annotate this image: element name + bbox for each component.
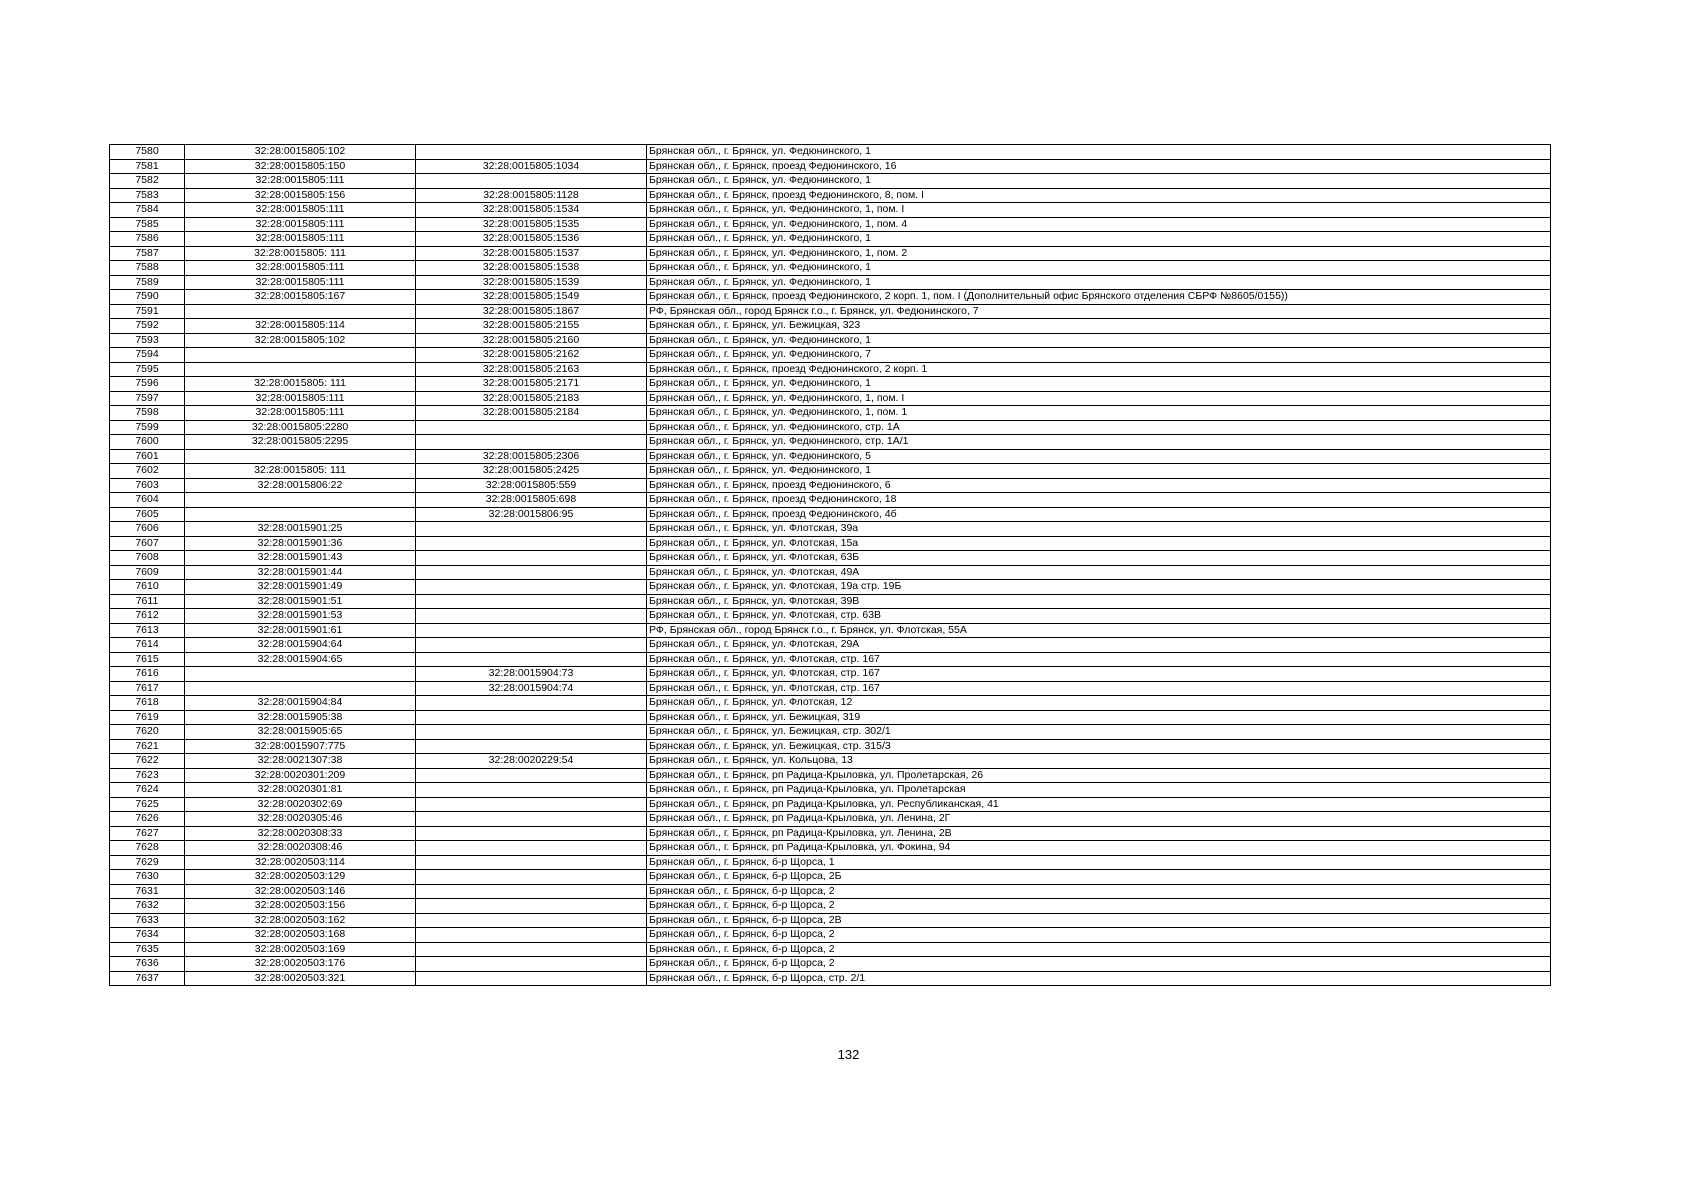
table-row xyxy=(110,696,1551,711)
address-cell: Брянская обл., г. Брянск, б-р Щорса, 2 xyxy=(647,957,1551,972)
address-cell: Брянская обл., г. Брянск, б-р Щорса, 2В xyxy=(647,913,1551,928)
table-row xyxy=(110,971,1551,986)
row-number-cell: 7586 xyxy=(110,232,185,247)
object-cadastral-number-cell xyxy=(416,957,647,972)
object-cadastral-number-cell xyxy=(416,768,647,783)
address-cell: Брянская обл., г. Брянск, ул. Федюнинского, 1, пом. 2 xyxy=(647,246,1551,261)
row-number-cell: 7597 xyxy=(110,391,185,406)
row-number-cell: 7585 xyxy=(110,217,185,232)
table-row xyxy=(110,565,1551,580)
row-number-cell: 7626 xyxy=(110,812,185,827)
land-cadastral-number-cell: 32:28:0020305:46 xyxy=(185,812,416,827)
object-cadastral-number-cell xyxy=(416,739,647,754)
land-cadastral-number-cell: 32:28:0015901:49 xyxy=(185,580,416,595)
address-cell: Брянская обл., г. Брянск, ул. Федюнинского, 1, пом. 1 xyxy=(647,406,1551,421)
land-cadastral-number-cell: 32:28:0015805:2295 xyxy=(185,435,416,450)
object-cadastral-number-cell: 32:28:0015805:2184 xyxy=(416,406,647,421)
row-number-cell: 7634 xyxy=(110,928,185,943)
table-row xyxy=(110,652,1551,667)
address-cell: Брянская обл., г. Брянск, ул. Бежицкая, стр. 302/1 xyxy=(647,725,1551,740)
table-row xyxy=(110,217,1551,232)
row-number-cell: 7581 xyxy=(110,159,185,174)
table-row xyxy=(110,609,1551,624)
land-cadastral-number-cell: 32:28:0015805:111 xyxy=(185,406,416,421)
land-cadastral-number-cell: 32:28:0020301:81 xyxy=(185,783,416,798)
land-cadastral-number-cell xyxy=(185,681,416,696)
land-cadastral-number-cell: 32:28:0015805: 111 xyxy=(185,464,416,479)
object-cadastral-number-cell: 32:28:0015805:1537 xyxy=(416,246,647,261)
object-cadastral-number-cell: 32:28:0015805:2171 xyxy=(416,377,647,392)
row-number-cell: 7580 xyxy=(110,145,185,160)
address-cell: Брянская обл., г. Брянск, ул. Бежицкая, 319 xyxy=(647,710,1551,725)
row-number-cell: 7595 xyxy=(110,362,185,377)
object-cadastral-number-cell xyxy=(416,638,647,653)
address-cell: Брянская обл., г. Брянск, ул. Флотская, 49А xyxy=(647,565,1551,580)
address-cell: Брянская обл., г. Брянск, ул. Флотская, стр. 167 xyxy=(647,667,1551,682)
address-cell: Брянская обл., г. Брянск, ул. Федюнинского, 1 xyxy=(647,377,1551,392)
address-cell: Брянская обл., г. Брянск, рп Радица-Крыловка, ул. Республиканская, 41 xyxy=(647,797,1551,812)
land-cadastral-number-cell: 32:28:0015805:167 xyxy=(185,290,416,305)
address-cell: Брянская обл., г. Брянск, б-р Щорса, 2Б xyxy=(647,870,1551,885)
object-cadastral-number-cell xyxy=(416,435,647,450)
table-row xyxy=(110,319,1551,334)
table-row xyxy=(110,783,1551,798)
object-cadastral-number-cell: 32:28:0015805:2163 xyxy=(416,362,647,377)
object-cadastral-number-cell: 32:28:0015805:1034 xyxy=(416,159,647,174)
table-row xyxy=(110,261,1551,276)
land-cadastral-number-cell xyxy=(185,667,416,682)
table-row xyxy=(110,507,1551,522)
address-cell: Брянская обл., г. Брянск, ул. Флотская, 12 xyxy=(647,696,1551,711)
land-cadastral-number-cell: 32:28:0015904:84 xyxy=(185,696,416,711)
object-cadastral-number-cell xyxy=(416,870,647,885)
row-number-cell: 7589 xyxy=(110,275,185,290)
table-row xyxy=(110,638,1551,653)
row-number-cell: 7632 xyxy=(110,899,185,914)
table-row xyxy=(110,174,1551,189)
address-cell: Брянская обл., г. Брянск, ул. Флотская, стр. 167 xyxy=(647,681,1551,696)
row-number-cell: 7636 xyxy=(110,957,185,972)
address-cell: Брянская обл., г. Брянск, ул. Флотская, 15а xyxy=(647,536,1551,551)
object-cadastral-number-cell xyxy=(416,812,647,827)
table-row xyxy=(110,449,1551,464)
land-cadastral-number-cell: 32:28:0015805:111 xyxy=(185,232,416,247)
row-number-cell: 7598 xyxy=(110,406,185,421)
land-cadastral-number-cell: 32:28:0020308:33 xyxy=(185,826,416,841)
object-cadastral-number-cell: 32:28:0015805:2155 xyxy=(416,319,647,334)
object-cadastral-number-cell xyxy=(416,594,647,609)
land-cadastral-number-cell: 32:28:0020503:156 xyxy=(185,899,416,914)
land-cadastral-number-cell: 32:28:0015805:111 xyxy=(185,203,416,218)
object-cadastral-number-cell: 32:28:0015805:559 xyxy=(416,478,647,493)
row-number-cell: 7625 xyxy=(110,797,185,812)
table-row xyxy=(110,580,1551,595)
table-row xyxy=(110,942,1551,957)
object-cadastral-number-cell xyxy=(416,710,647,725)
row-number-cell: 7637 xyxy=(110,971,185,986)
row-number-cell: 7619 xyxy=(110,710,185,725)
row-number-cell: 7617 xyxy=(110,681,185,696)
land-cadastral-number-cell: 32:28:0015901:53 xyxy=(185,609,416,624)
object-cadastral-number-cell xyxy=(416,797,647,812)
object-cadastral-number-cell xyxy=(416,826,647,841)
address-cell: Брянская обл., г. Брянск, ул. Флотская, стр. 167 xyxy=(647,652,1551,667)
table-row xyxy=(110,710,1551,725)
table-row xyxy=(110,594,1551,609)
address-cell: Брянская обл., г. Брянск, ул. Федюнинского, стр. 1А xyxy=(647,420,1551,435)
object-cadastral-number-cell xyxy=(416,928,647,943)
row-number-cell: 7633 xyxy=(110,913,185,928)
row-number-cell: 7602 xyxy=(110,464,185,479)
land-cadastral-number-cell: 32:28:0015904:65 xyxy=(185,652,416,667)
row-number-cell: 7610 xyxy=(110,580,185,595)
object-cadastral-number-cell: 32:28:0015805:2306 xyxy=(416,449,647,464)
object-cadastral-number-cell xyxy=(416,725,647,740)
row-number-cell: 7587 xyxy=(110,246,185,261)
address-cell: Брянская обл., г. Брянск, ул. Федюнинского, 1, пом. 4 xyxy=(647,217,1551,232)
object-cadastral-number-cell: 32:28:0020229:54 xyxy=(416,754,647,769)
row-number-cell: 7616 xyxy=(110,667,185,682)
object-cadastral-number-cell xyxy=(416,551,647,566)
table-row xyxy=(110,884,1551,899)
land-cadastral-number-cell: 32:28:0015805: 111 xyxy=(185,377,416,392)
address-cell: Брянская обл., г. Брянск, проезд Федюнинского, 4б xyxy=(647,507,1551,522)
land-cadastral-number-cell: 32:28:0020503:169 xyxy=(185,942,416,957)
row-number-cell: 7588 xyxy=(110,261,185,276)
row-number-cell: 7614 xyxy=(110,638,185,653)
row-number-cell: 7583 xyxy=(110,188,185,203)
address-cell: Брянская обл., г. Брянск, проезд Федюнинского, 8, пом. I xyxy=(647,188,1551,203)
object-cadastral-number-cell: 32:28:0015805:1538 xyxy=(416,261,647,276)
object-cadastral-number-cell xyxy=(416,145,647,160)
address-cell: РФ, Брянская обл., город Брянск г.о., г. Брянск, ул. Федюнинского, 7 xyxy=(647,304,1551,319)
row-number-cell: 7592 xyxy=(110,319,185,334)
row-number-cell: 7627 xyxy=(110,826,185,841)
row-number-cell: 7635 xyxy=(110,942,185,957)
address-cell: Брянская обл., г. Брянск, б-р Щорса, 1 xyxy=(647,855,1551,870)
table-row xyxy=(110,348,1551,363)
address-cell: Брянская обл., г. Брянск, ул. Флотская, 39В xyxy=(647,594,1551,609)
row-number-cell: 7608 xyxy=(110,551,185,566)
land-cadastral-number-cell: 32:28:0015901:25 xyxy=(185,522,416,537)
address-cell: Брянская обл., г. Брянск, б-р Щорса, 2 xyxy=(647,899,1551,914)
table-row xyxy=(110,812,1551,827)
address-cell: Брянская обл., г. Брянск, ул. Бежицкая, стр. 315/3 xyxy=(647,739,1551,754)
object-cadastral-number-cell xyxy=(416,783,647,798)
table-row xyxy=(110,899,1551,914)
land-cadastral-number-cell: 32:28:0015805:102 xyxy=(185,333,416,348)
object-cadastral-number-cell: 32:28:0015805:1534 xyxy=(416,203,647,218)
address-cell: Брянская обл., г. Брянск, ул. Флотская, 19а стр. 19Б xyxy=(647,580,1551,595)
object-cadastral-number-cell: 32:28:0015805:2162 xyxy=(416,348,647,363)
table-row xyxy=(110,913,1551,928)
land-cadastral-number-cell: 32:28:0020503:168 xyxy=(185,928,416,943)
row-number-cell: 7594 xyxy=(110,348,185,363)
address-cell: Брянская обл., г. Брянск, ул. Федюнинского, 1 xyxy=(647,145,1551,160)
row-number-cell: 7612 xyxy=(110,609,185,624)
row-number-cell: 7621 xyxy=(110,739,185,754)
table-row xyxy=(110,739,1551,754)
land-cadastral-number-cell: 32:28:0015907:775 xyxy=(185,739,416,754)
address-cell: Брянская обл., г. Брянск, ул. Федюнинского, 1, пом. I xyxy=(647,391,1551,406)
land-cadastral-number-cell: 32:28:0015805:150 xyxy=(185,159,416,174)
table-row xyxy=(110,797,1551,812)
address-cell: Брянская обл., г. Брянск, проезд Федюнинского, 2 корп. 1 xyxy=(647,362,1551,377)
row-number-cell: 7584 xyxy=(110,203,185,218)
land-cadastral-number-cell: 32:28:0015805:102 xyxy=(185,145,416,160)
address-cell: Брянская обл., г. Брянск, рп Радица-Крыловка, ул. Пролетарская, 26 xyxy=(647,768,1551,783)
table-row xyxy=(110,420,1551,435)
table-row xyxy=(110,464,1551,479)
address-cell: Брянская обл., г. Брянск, б-р Щорса, 2 xyxy=(647,928,1551,943)
row-number-cell: 7630 xyxy=(110,870,185,885)
address-cell: Брянская обл., г. Брянск, ул. Флотская, стр. 63В xyxy=(647,609,1551,624)
object-cadastral-number-cell: 32:28:0015805:1549 xyxy=(416,290,647,305)
object-cadastral-number-cell: 32:28:0015805:2183 xyxy=(416,391,647,406)
address-cell: РФ, Брянская обл., город Брянск г.о., г. Брянск, ул. Флотская, 55А xyxy=(647,623,1551,638)
land-cadastral-number-cell: 32:28:0015805:111 xyxy=(185,261,416,276)
table-row xyxy=(110,551,1551,566)
object-cadastral-number-cell xyxy=(416,841,647,856)
table-row xyxy=(110,145,1551,160)
address-cell: Брянская обл., г. Брянск, ул. Федюнинского, 5 xyxy=(647,449,1551,464)
table-row xyxy=(110,188,1551,203)
table-row xyxy=(110,333,1551,348)
row-number-cell: 7591 xyxy=(110,304,185,319)
land-cadastral-number-cell xyxy=(185,348,416,363)
land-cadastral-number-cell: 32:28:0015805:111 xyxy=(185,391,416,406)
address-cell: Брянская обл., г. Брянск, ул. Федюнинского, 1 xyxy=(647,174,1551,189)
address-cell: Брянская обл., г. Брянск, проезд Федюнинского, 16 xyxy=(647,159,1551,174)
land-cadastral-number-cell: 32:28:0020301:209 xyxy=(185,768,416,783)
land-cadastral-number-cell: 32:28:0020302:69 xyxy=(185,797,416,812)
table-row xyxy=(110,493,1551,508)
land-cadastral-number-cell: 32:28:0020503:162 xyxy=(185,913,416,928)
row-number-cell: 7611 xyxy=(110,594,185,609)
table-row xyxy=(110,232,1551,247)
land-cadastral-number-cell: 32:28:0015805:156 xyxy=(185,188,416,203)
object-cadastral-number-cell xyxy=(416,696,647,711)
address-cell: Брянская обл., г. Брянск, проезд Федюнинского, 18 xyxy=(647,493,1551,508)
land-cadastral-number-cell: 32:28:0015805:111 xyxy=(185,217,416,232)
object-cadastral-number-cell xyxy=(416,609,647,624)
row-number-cell: 7628 xyxy=(110,841,185,856)
table-row xyxy=(110,754,1551,769)
land-cadastral-number-cell: 32:28:0020503:146 xyxy=(185,884,416,899)
table-row xyxy=(110,667,1551,682)
row-number-cell: 7622 xyxy=(110,754,185,769)
address-cell: Брянская обл., г. Брянск, ул. Федюнинского, 1 xyxy=(647,464,1551,479)
table-row xyxy=(110,406,1551,421)
object-cadastral-number-cell xyxy=(416,899,647,914)
object-cadastral-number-cell: 32:28:0015805:698 xyxy=(416,493,647,508)
table-row xyxy=(110,768,1551,783)
land-cadastral-number-cell: 32:28:0015905:65 xyxy=(185,725,416,740)
table-row xyxy=(110,855,1551,870)
row-number-cell: 7615 xyxy=(110,652,185,667)
land-cadastral-number-cell: 32:28:0015901:44 xyxy=(185,565,416,580)
table-row xyxy=(110,391,1551,406)
address-cell: Брянская обл., г. Брянск, рп Радица-Крыловка, ул. Ленина, 2В xyxy=(647,826,1551,841)
land-cadastral-number-cell: 32:28:0020503:176 xyxy=(185,957,416,972)
table-row xyxy=(110,522,1551,537)
object-cadastral-number-cell: 32:28:0015805:1128 xyxy=(416,188,647,203)
land-cadastral-number-cell: 32:28:0015805:111 xyxy=(185,275,416,290)
land-cadastral-number-cell: 32:28:0020503:321 xyxy=(185,971,416,986)
address-cell: Брянская обл., г. Брянск, ул. Федюнинского, стр. 1А/1 xyxy=(647,435,1551,450)
address-cell: Брянская обл., г. Брянск, рп Радица-Крыловка, ул. Ленина, 2Г xyxy=(647,812,1551,827)
address-cell: Брянская обл., г. Брянск, рп Радица-Крыловка, ул. Фокина, 94 xyxy=(647,841,1551,856)
object-cadastral-number-cell: 32:28:0015805:1867 xyxy=(416,304,647,319)
row-number-cell: 7599 xyxy=(110,420,185,435)
row-number-cell: 7606 xyxy=(110,522,185,537)
table-row xyxy=(110,841,1551,856)
object-cadastral-number-cell xyxy=(416,942,647,957)
land-cadastral-number-cell: 32:28:0015901:43 xyxy=(185,551,416,566)
object-cadastral-number-cell: 32:28:0015806:95 xyxy=(416,507,647,522)
row-number-cell: 7624 xyxy=(110,783,185,798)
object-cadastral-number-cell xyxy=(416,971,647,986)
object-cadastral-number-cell xyxy=(416,623,647,638)
row-number-cell: 7629 xyxy=(110,855,185,870)
address-cell: Брянская обл., г. Брянск, б-р Щорса, стр. 2/1 xyxy=(647,971,1551,986)
table-row xyxy=(110,377,1551,392)
table-row xyxy=(110,623,1551,638)
address-cell: Брянская обл., г. Брянск, проезд Федюнинского, 6 xyxy=(647,478,1551,493)
object-cadastral-number-cell xyxy=(416,652,647,667)
land-cadastral-number-cell xyxy=(185,493,416,508)
address-cell: Брянская обл., г. Брянск, ул. Федюнинского, 1 xyxy=(647,261,1551,276)
address-cell: Брянская обл., г. Брянск, ул. Кольцова, 13 xyxy=(647,754,1551,769)
row-number-cell: 7590 xyxy=(110,290,185,305)
land-cadastral-number-cell: 32:28:0015805:114 xyxy=(185,319,416,334)
land-cadastral-number-cell: 32:28:0015901:51 xyxy=(185,594,416,609)
registry-table xyxy=(109,144,1551,986)
address-cell: Брянская обл., г. Брянск, ул. Флотская, 29А xyxy=(647,638,1551,653)
table-row xyxy=(110,362,1551,377)
object-cadastral-number-cell xyxy=(416,536,647,551)
object-cadastral-number-cell: 32:28:0015904:74 xyxy=(416,681,647,696)
land-cadastral-number-cell: 32:28:0015901:36 xyxy=(185,536,416,551)
row-number-cell: 7601 xyxy=(110,449,185,464)
table-row xyxy=(110,725,1551,740)
object-cadastral-number-cell: 32:28:0015805:2160 xyxy=(416,333,647,348)
object-cadastral-number-cell xyxy=(416,565,647,580)
land-cadastral-number-cell: 32:28:0021307:38 xyxy=(185,754,416,769)
land-cadastral-number-cell: 32:28:0015805: 111 xyxy=(185,246,416,261)
row-number-cell: 7620 xyxy=(110,725,185,740)
row-number-cell: 7603 xyxy=(110,478,185,493)
table-row xyxy=(110,478,1551,493)
object-cadastral-number-cell xyxy=(416,174,647,189)
address-cell: Брянская обл., г. Брянск, б-р Щорса, 2 xyxy=(647,884,1551,899)
object-cadastral-number-cell xyxy=(416,855,647,870)
table-row xyxy=(110,536,1551,551)
row-number-cell: 7582 xyxy=(110,174,185,189)
address-cell: Брянская обл., г. Брянск, ул. Федюнинского, 1 xyxy=(647,333,1551,348)
land-cadastral-number-cell: 32:28:0020503:114 xyxy=(185,855,416,870)
row-number-cell: 7600 xyxy=(110,435,185,450)
object-cadastral-number-cell: 32:28:0015805:1535 xyxy=(416,217,647,232)
address-cell: Брянская обл., г. Брянск, ул. Бежицкая, 323 xyxy=(647,319,1551,334)
object-cadastral-number-cell xyxy=(416,913,647,928)
land-cadastral-number-cell: 32:28:0020308:46 xyxy=(185,841,416,856)
address-cell: Брянская обл., г. Брянск, рп Радица-Крыловка, ул. Пролетарская xyxy=(647,783,1551,798)
object-cadastral-number-cell xyxy=(416,420,647,435)
address-cell: Брянская обл., г. Брянск, ул. Флотская, 39а xyxy=(647,522,1551,537)
land-cadastral-number-cell: 32:28:0015806:22 xyxy=(185,478,416,493)
object-cadastral-number-cell: 32:28:0015805:2425 xyxy=(416,464,647,479)
object-cadastral-number-cell: 32:28:0015904:73 xyxy=(416,667,647,682)
row-number-cell: 7613 xyxy=(110,623,185,638)
object-cadastral-number-cell xyxy=(416,522,647,537)
address-cell: Брянская обл., г. Брянск, ул. Флотская, 63Б xyxy=(647,551,1551,566)
table-row xyxy=(110,870,1551,885)
land-cadastral-number-cell xyxy=(185,507,416,522)
land-cadastral-number-cell: 32:28:0020503:129 xyxy=(185,870,416,885)
address-cell: Брянская обл., г. Брянск, проезд Федюнинского, 2 корп. 1, пом. I (Дополнительный офис Брянского отделения СБРФ №8605/0155)) xyxy=(647,290,1551,305)
address-cell: Брянская обл., г. Брянск, ул. Федюнинского, 1 xyxy=(647,275,1551,290)
row-number-cell: 7609 xyxy=(110,565,185,580)
row-number-cell: 7631 xyxy=(110,884,185,899)
table-row xyxy=(110,304,1551,319)
land-cadastral-number-cell: 32:28:0015901:61 xyxy=(185,623,416,638)
object-cadastral-number-cell: 32:28:0015805:1536 xyxy=(416,232,647,247)
object-cadastral-number-cell: 32:28:0015805:1539 xyxy=(416,275,647,290)
land-cadastral-number-cell xyxy=(185,449,416,464)
table-row xyxy=(110,681,1551,696)
table-row xyxy=(110,275,1551,290)
table-row xyxy=(110,290,1551,305)
object-cadastral-number-cell xyxy=(416,884,647,899)
address-cell: Брянская обл., г. Брянск, ул. Федюнинского, 7 xyxy=(647,348,1551,363)
row-number-cell: 7604 xyxy=(110,493,185,508)
row-number-cell: 7618 xyxy=(110,696,185,711)
address-cell: Брянская обл., г. Брянск, ул. Федюнинского, 1 xyxy=(647,232,1551,247)
table-row xyxy=(110,159,1551,174)
row-number-cell: 7596 xyxy=(110,377,185,392)
land-cadastral-number-cell: 32:28:0015805:111 xyxy=(185,174,416,189)
row-number-cell: 7623 xyxy=(110,768,185,783)
table-row xyxy=(110,928,1551,943)
land-cadastral-number-cell: 32:28:0015905:38 xyxy=(185,710,416,725)
registry-table-body xyxy=(110,145,1551,986)
object-cadastral-number-cell xyxy=(416,580,647,595)
address-cell: Брянская обл., г. Брянск, б-р Щорса, 2 xyxy=(647,942,1551,957)
page-number: 132 xyxy=(837,1047,860,1062)
table-row xyxy=(110,246,1551,261)
table-row xyxy=(110,957,1551,972)
table-row xyxy=(110,826,1551,841)
land-cadastral-number-cell: 32:28:0015904:64 xyxy=(185,638,416,653)
land-cadastral-number-cell: 32:28:0015805:2280 xyxy=(185,420,416,435)
table-row xyxy=(110,435,1551,450)
row-number-cell: 7607 xyxy=(110,536,185,551)
land-cadastral-number-cell xyxy=(185,362,416,377)
land-cadastral-number-cell xyxy=(185,304,416,319)
row-number-cell: 7605 xyxy=(110,507,185,522)
address-cell: Брянская обл., г. Брянск, ул. Федюнинского, 1, пом. I xyxy=(647,203,1551,218)
row-number-cell: 7593 xyxy=(110,333,185,348)
table-row xyxy=(110,203,1551,218)
